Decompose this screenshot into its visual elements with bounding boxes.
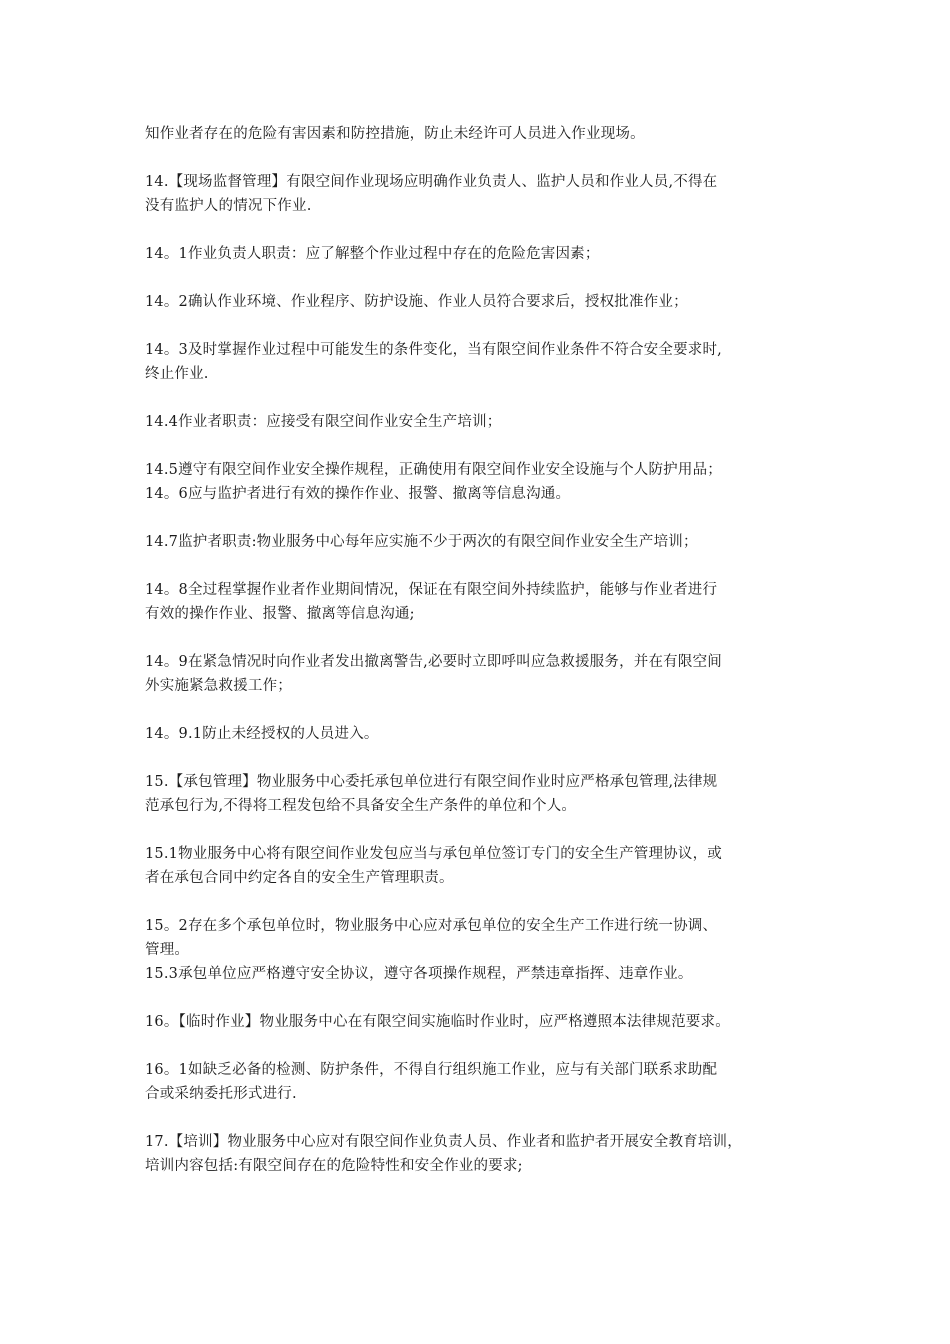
paragraph-17 bbox=[145, 1130, 825, 1178]
text-line: 者在承包合同中约定各自的安全生产管理职责。 bbox=[145, 870, 454, 886]
text-line: 14。9在紧急情况时向作业者发出撤离警告,必要时立即呼叫应急救援服务，并在有限空间 bbox=[145, 654, 722, 670]
text-line: 外实施紧急救援工作； bbox=[145, 678, 292, 694]
paragraph-16-1 bbox=[145, 1058, 825, 1106]
paragraph-15 bbox=[145, 770, 825, 818]
paragraph-15-2-15-3 bbox=[145, 914, 825, 986]
text-line: 15。2存在多个承包单位时，物业服务中心应对承包单位的安全生产工作进行统一协调、 bbox=[145, 918, 718, 934]
text-line: 17.【培训】物业服务中心应对有限空间作业负责人员、作业者和监护者开展安全教育培训， bbox=[145, 1134, 742, 1150]
paragraph-14-7 bbox=[145, 530, 825, 554]
text-line: 14。8全过程掌握作业者作业期间情况，保证在有限空间外持续监护，能够与作业者进行 bbox=[145, 582, 718, 598]
text-line: 14。3及时掌握作业过程中可能发生的条件变化，当有限空间作业条件不符合安全要求时, bbox=[145, 342, 722, 358]
paragraph-15-1 bbox=[145, 842, 825, 890]
paragraph-14-9 bbox=[145, 650, 825, 698]
text-line: 14.【现场监督管理】有限空间作业现场应明确作业负责人、监护人员和作业人员,不得在 bbox=[145, 174, 718, 190]
text-line: 14。6应与监护者进行有效的操作作业、报警、撤离等信息沟通。 bbox=[145, 486, 571, 502]
text-line: 15.【承包管理】物业服务中心委托承包单位进行有限空间作业时应严格承包管理,法律规 bbox=[145, 774, 718, 790]
paragraph-intro bbox=[145, 122, 825, 146]
text-line: 培训内容包括:有限空间存在的危险特性和安全作业的要求; bbox=[145, 1158, 523, 1174]
paragraph-14-3 bbox=[145, 338, 825, 386]
text-line: 14.7监护者职责:物业服务中心每年应实施不少于两次的有限空间作业安全生产培训； bbox=[145, 534, 698, 550]
text-line: 14.5遵守有限空间作业安全操作规程，正确使用有限空间作业安全设施与个人防护用品； bbox=[145, 462, 722, 478]
text-line: 15.1物业服务中心将有限空间作业发包应当与承包单位签订专门的安全生产管理协议，或 bbox=[145, 846, 722, 862]
paragraph-14 bbox=[145, 170, 825, 218]
paragraph-16 bbox=[145, 1010, 825, 1034]
paragraph-14-1 bbox=[145, 242, 825, 266]
document-body bbox=[145, 122, 825, 1178]
text-line: 管理。 bbox=[145, 942, 190, 958]
text-line: 15.3承包单位应严格遵守安全协议，遵守各项操作规程，严禁违章指挥、违章作业。 bbox=[145, 966, 693, 982]
text-line: 14.4作业者职责：应接受有限空间作业安全生产培训； bbox=[145, 414, 502, 430]
paragraph-14-2 bbox=[145, 290, 825, 314]
paragraph-14-5-14-6 bbox=[145, 458, 825, 506]
text-line: 没有监护人的情况下作业. bbox=[145, 198, 312, 214]
text-line: 16。1如缺乏必备的检测、防护条件，不得自行组织施工作业，应与有关部门联系求助配 bbox=[145, 1062, 718, 1078]
text-line: 终止作业. bbox=[145, 366, 209, 382]
text-line: 范承包行为,不得将工程发包给不具备安全生产条件的单位和个人。 bbox=[145, 798, 577, 814]
text-line: 14。2确认作业环境、作业程序、防护设施、作业人员符合要求后，授权批准作业； bbox=[145, 294, 688, 310]
text-line: 16。【临时作业】物业服务中心在有限空间实施临时作业时，应严格遵照本法律规范要求。 bbox=[145, 1014, 730, 1030]
text-line: 14。9.1防止未经授权的人员进入。 bbox=[145, 726, 379, 742]
paragraph-14-4 bbox=[145, 410, 825, 434]
text-line: 知作业者存在的危险有害因素和防控措施，防止未经许可人员进入作业现场。 bbox=[145, 126, 645, 142]
paragraph-14-8 bbox=[145, 578, 825, 626]
paragraph-14-9-1 bbox=[145, 722, 825, 746]
text-line: 合或采纳委托形式进行. bbox=[145, 1086, 297, 1102]
text-line: 14。1作业负责人职责：应了解整个作业过程中存在的危险危害因素； bbox=[145, 246, 600, 262]
text-line: 有效的操作作业、报警、撤离等信息沟通; bbox=[145, 606, 415, 622]
